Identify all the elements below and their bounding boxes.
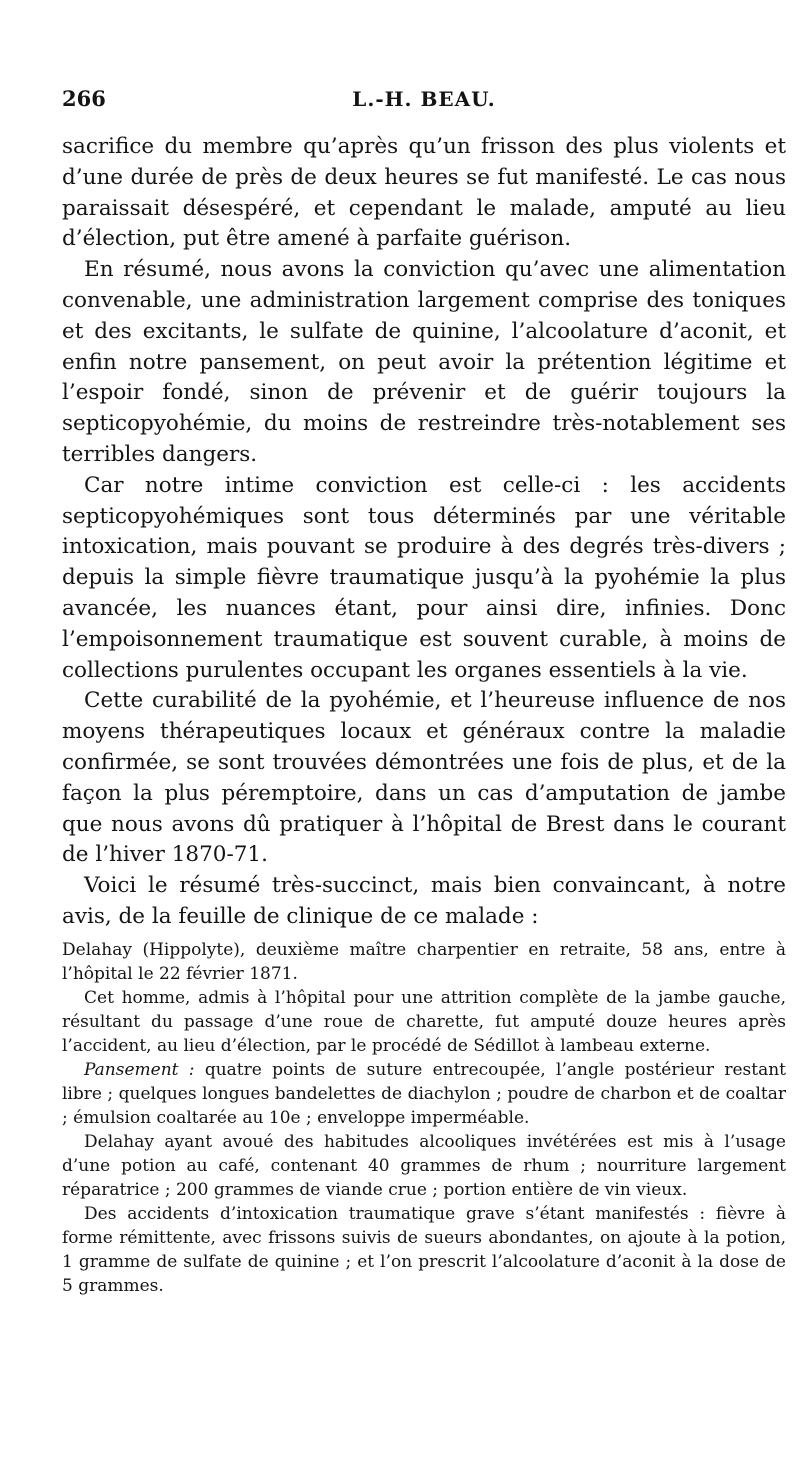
case-note-amputation: Cet homme, admis à l’hôpital pour une attrition complète de la jambe gauche, résultant du passage d’une roue de charette, fut amputé douze heures après l’accident, au lieu d’élection, par le procédé de Sédillot à lambeau externe.	[62, 988, 786, 1056]
paragraph-conviction: Car notre intime conviction est celle-ci : les accidents septicopyohémiques sont tous déterminés par une véritable intoxication, mais pouvant se produire à des degrés très-divers ; depuis la simple fièvre traumatique jusqu’à la pyohémie la plus avancée, les nuances étant, pour ainsi dire, infinies. Donc l’empoisonnement traumatique est souvent curable, à moins de collections purulentes occupant les organes essentiels à la vie.	[62, 472, 786, 683]
body-text	[62, 132, 786, 933]
paragraph-curability: Cette curabilité de la pyohémie, et l’heureuse influence de nos moyens thérapeutiques locaux et généraux contre la maladie confirmée, se sont trouvées démontrées une fois de plus, et de la façon la plus péremptoire, dans un cas d’amputation de jambe que nous avons dû pratiquer à l’hôpital de Brest dans le courant de l’hiver 1870-71.	[62, 688, 786, 868]
paragraph-case-intro: Voici le résumé très-succinct, mais bien convaincant, à notre avis, de la feuille de clinique de ce malade :	[62, 873, 786, 929]
paragraph-continuation: sacrifice du membre qu’après qu’un frisson des plus violents et d’une durée de près de deux heures se fut manifesté. Le cas nous paraissait désespéré, et cependant le malade, amputé au lieu d’élection, put être amené à parfaite guérison.	[62, 134, 786, 252]
dressing-text: quatre points de suture entrecoupée, l’angle postérieur restant libre ; quelques longues bandelettes de diachylon ; poudre de charbon et de coaltar ; émulsion coaltarée au 10e ; enveloppe imperméable.	[62, 1060, 786, 1128]
clinical-case-notes	[62, 938, 786, 1298]
case-note-patient: Delahay (Hippolyte), deuxième maître charpentier en retraite, 58 ans, entre à l’hôpital le 22 février 1871.	[62, 940, 786, 984]
dressing-label: Pansement :	[84, 1060, 195, 1080]
page-number: 266	[62, 86, 106, 111]
running-head	[62, 86, 786, 116]
running-head-author: L.-H. BEAU.	[352, 87, 496, 111]
case-note-treatment: Des accidents d’intoxication traumatique grave s’étant manifestés : fièvre à forme rémittente, avec frissons suivis de sueurs abondantes, on ajoute à la potion, 1 gramme de sulfate de quinine ; et l’on prescrit l’alcoolature d’aconit à la dose de 5 grammes.	[62, 1204, 786, 1296]
case-note-dressing	[62, 1058, 786, 1130]
book-page	[62, 0, 786, 1466]
paragraph-summary: En résumé, nous avons la conviction qu’avec une alimentation convenable, une administration largement comprise des toniques et des excitants, le sulfate de quinine, l’alcoolature d’aconit, et enfin notre pansement, on peut avoir la prétention légitime et l’espoir fondé, sinon de prévenir et de guérir toujours la septicopyohémie, du moins de restreindre très-notablement ses terribles dangers.	[62, 257, 786, 467]
case-note-diet: Delahay ayant avoué des habitudes alcooliques invétérées est mis à l’usage d’une potion au café, contenant 40 grammes de rhum ; nourriture largement réparatrice ; 200 grammes de viande crue ; portion entière de vin vieux.	[62, 1132, 786, 1200]
